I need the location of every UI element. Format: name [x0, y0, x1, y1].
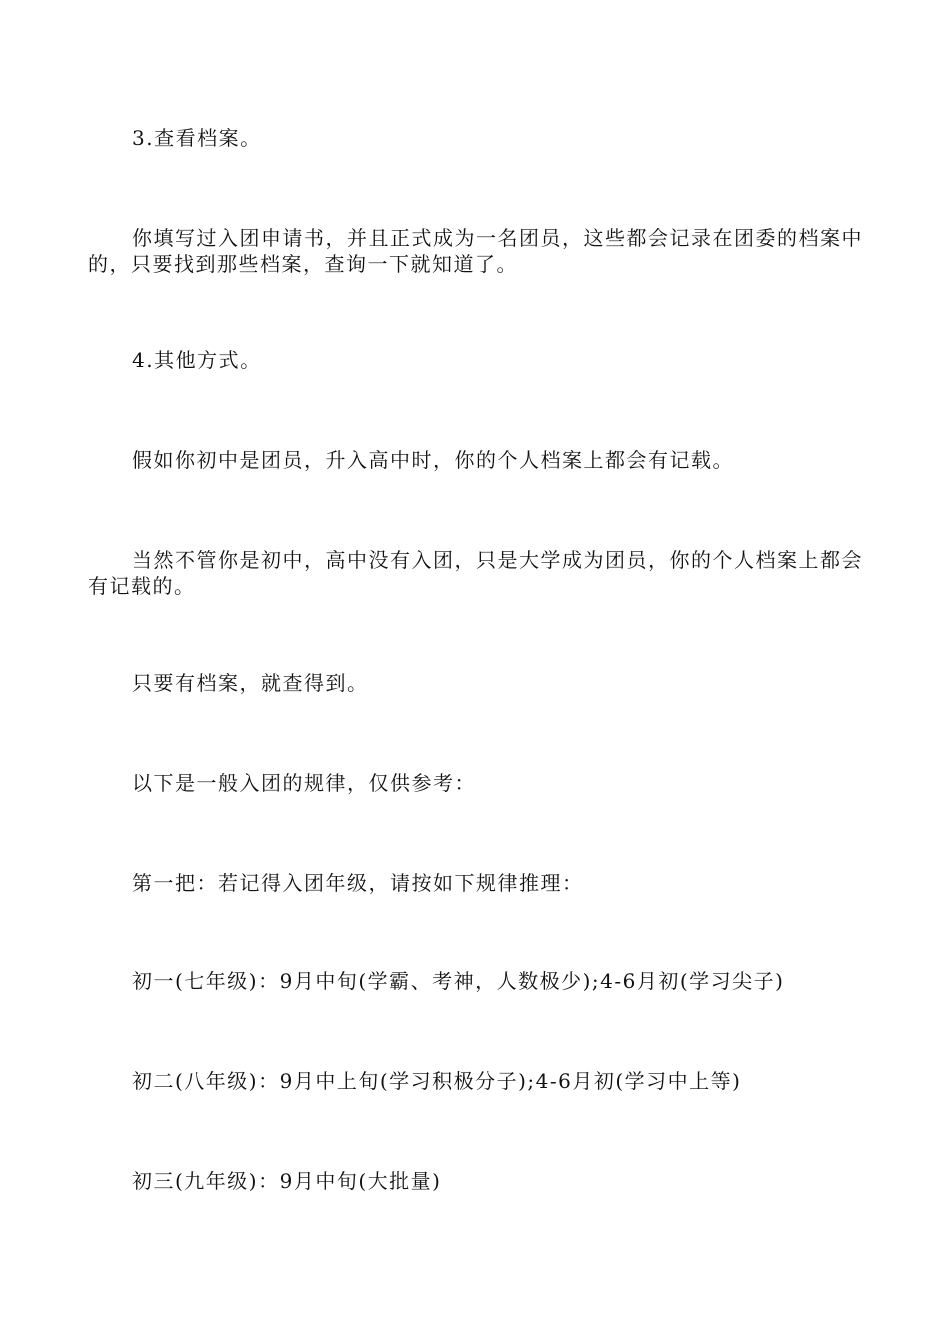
paragraph-first-method: 第一把：若记得入团年级，请按如下规律推理：: [132, 871, 584, 895]
paragraph-has-archive: 只要有档案，就查得到。: [132, 671, 369, 695]
paragraph-archive: 你填写过入团申请书，并且正式成为一名团员，这些都会记录在团委的档案中的，只要找到那些档案，查询一下就知道了。: [88, 226, 863, 276]
paragraph-rules-intro: 以下是一般入团的规律，仅供参考：: [132, 771, 476, 795]
paragraph-junior-high: 假如你初中是团员，升入高中时，你的个人档案上都会有记载。: [132, 448, 734, 472]
section-heading-4: 4.其他方式。: [132, 348, 262, 372]
list-item-grade-9: 初三(九年级)：9月中旬(大批量): [132, 1169, 442, 1193]
paragraph-university: 当然不管你是初中，高中没有入团，只是大学成为团员，你的个人档案上都会有记载的。: [88, 548, 863, 598]
list-item-grade-8: 初二(八年级)：9月中上旬(学习积极分子);4-6月初(学习中上等): [132, 1069, 742, 1093]
section-heading-3: 3.查看档案。: [132, 126, 262, 150]
list-item-grade-7: 初一(七年级)：9月中旬(学霸、考神，人数极少);4-6月初(学习尖子): [132, 969, 785, 993]
